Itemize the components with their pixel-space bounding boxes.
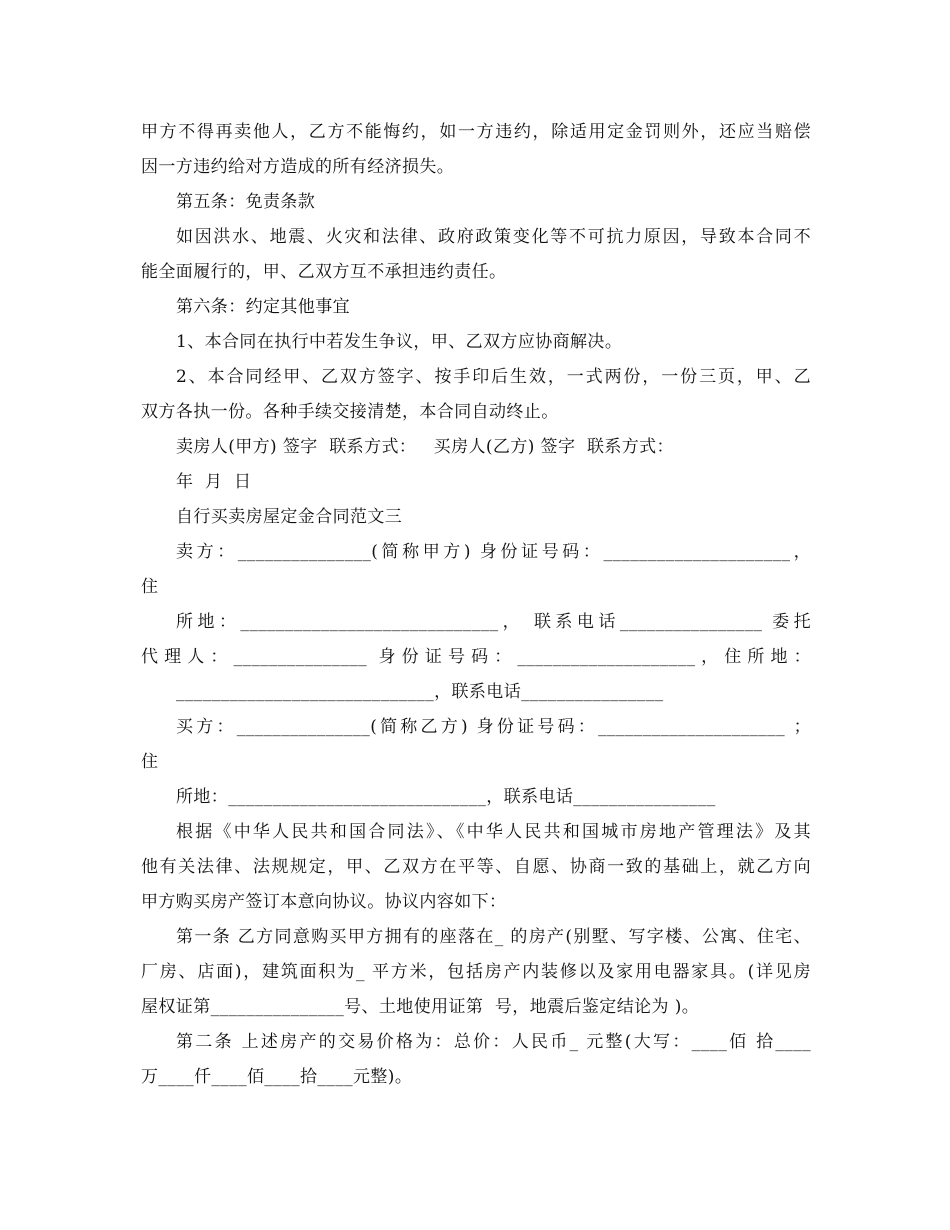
- text-line: 如因洪水、地震、火灾和法律、政府政策变化等不可抗力原因，导致本合同不: [176, 227, 811, 247]
- text-line: 屋权证第_______________号、土地使用证第 号，地震后鉴定结论为 )。: [141, 997, 700, 1017]
- section-heading: 第六条：约定其他事宜: [176, 297, 350, 317]
- buyer-address-line: 所地：_____________________________，联系电话________________: [176, 787, 716, 807]
- agent-address-line: _____________________________，联系电话________________: [176, 682, 664, 702]
- agent-line: 代理人：_______________ 身份证号码：____________________，住所地：: [141, 647, 811, 667]
- text-line: 住: [141, 752, 159, 772]
- text-line: 住: [141, 577, 159, 597]
- text-line: 能全面履行的，甲、乙双方互不承担违约责任。: [141, 262, 507, 282]
- buyer-line: 买方：_______________(简称乙方) 身份证号码：_____________________ ；: [176, 717, 811, 737]
- text-line: 他有关法律、法规规定，甲、乙双方在平等、自愿、协商一致的基础上，就乙方向: [141, 857, 811, 877]
- date-line: 年 月 日: [176, 472, 252, 492]
- text-line: 双方各执一份。各种手续交接清楚，本合同自动终止。: [141, 402, 559, 422]
- text-line: 1、本合同在执行中若发生争议，甲、乙双方应协商解决。: [176, 332, 623, 352]
- text-line: 甲方不得再卖他人，乙方不能悔约，如一方违约，除适用定金罚则外，还应当赔偿: [141, 122, 811, 142]
- article-one-line: 第一条 乙方同意购买甲方拥有的座落在_ 的房产(别墅、写字楼、公寓、住宅、: [176, 927, 811, 947]
- signature-line: 卖房人(甲方) 签字 联系方式： 买房人(乙方) 签字 联系方式：: [176, 437, 674, 457]
- text-line: 根据《中华人民共和国合同法》、《中华人民共和国城市房地产管理法》及其: [176, 822, 811, 842]
- section-heading: 第五条：免责条款: [176, 192, 316, 212]
- article-two-line: 第二条 上述房产的交易价格为：总价：人民币_ 元整(大写：____佰 拾____: [176, 1032, 811, 1052]
- text-line: 甲方购买房产签订本意向协议。协议内容如下：: [141, 892, 507, 912]
- text-line: 厂房、店面)，建筑面积为_ 平方米，包括房产内装修以及家用电器家具。(详见房: [141, 962, 811, 982]
- document-title: 自行买卖房屋定金合同范文三: [176, 507, 403, 527]
- text-line: 因一方违约给对方造成的所有经济损失。: [141, 157, 455, 177]
- text-line: 2、本合同经甲、乙双方签字、按手印后生效，一式两份，一份三页，甲、乙: [176, 367, 811, 387]
- seller-line: 卖方：_______________(简称甲方) 身份证号码：_____________________，: [176, 542, 811, 562]
- seller-address-line: 所地：_____________________________， 联系电话________________ 委托: [176, 612, 811, 632]
- text-line: 万____仟____佰____拾____元整)。: [141, 1067, 413, 1087]
